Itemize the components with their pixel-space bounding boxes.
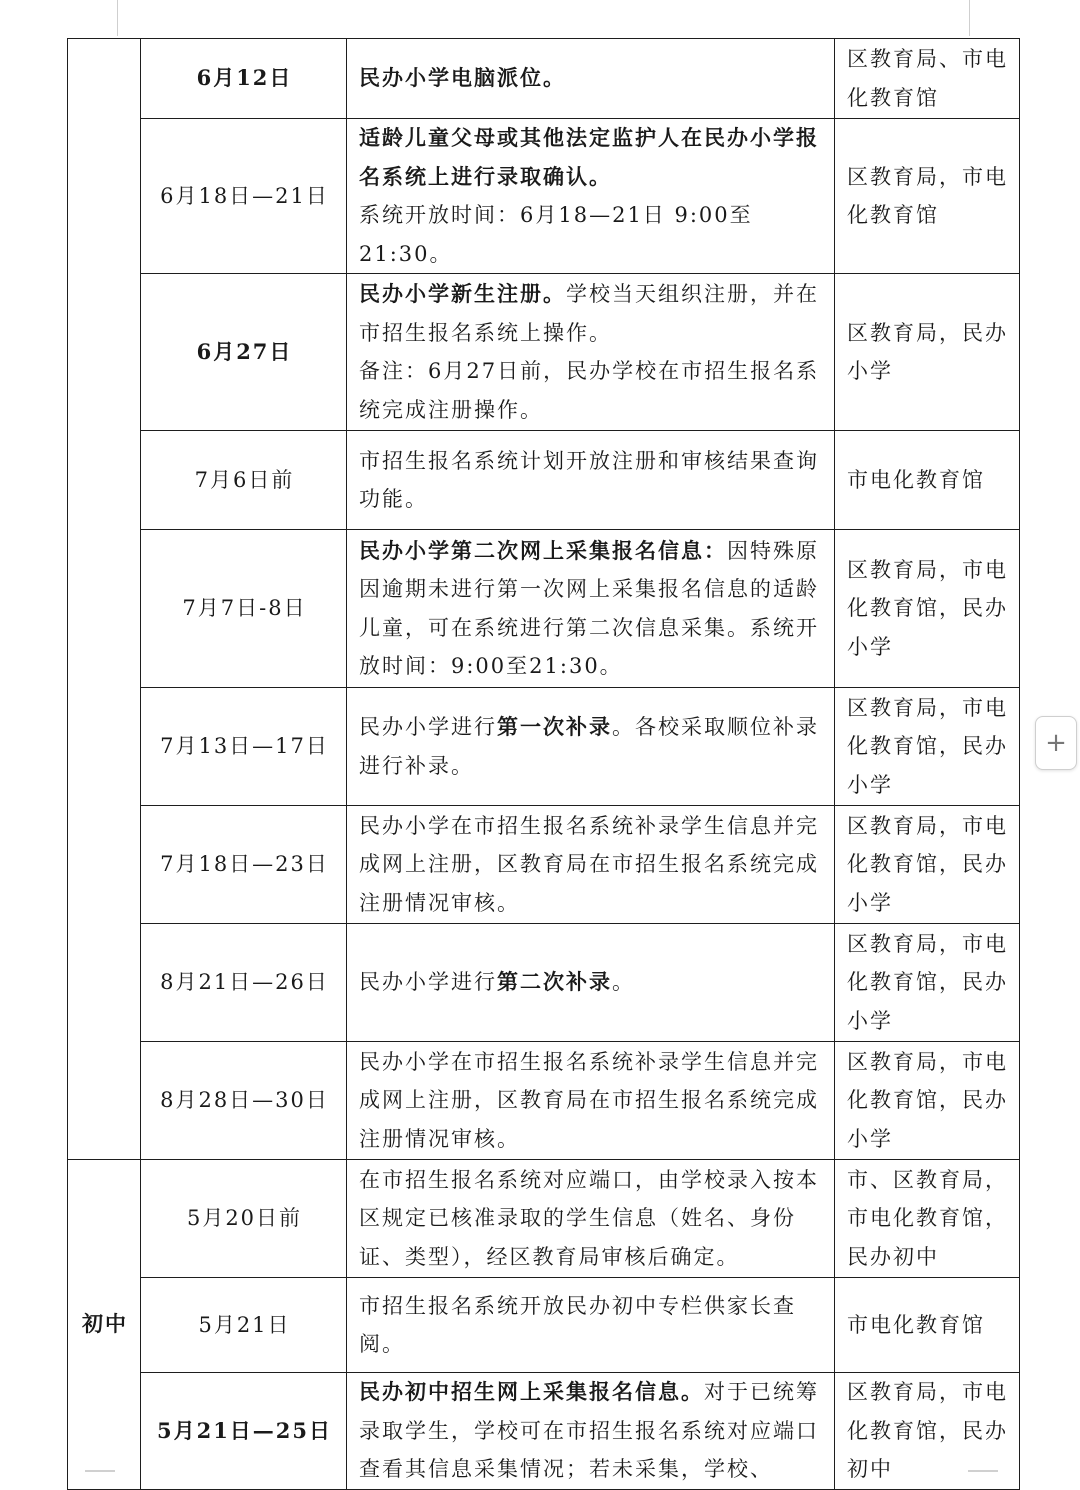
content-bold-text: 第一次补录 [497,714,612,739]
dept-cell: 区教育局，市电化教育馆，民办小学 [835,924,1020,1042]
content-text: 市招生报名系统开放民办初中专栏供家长查阅。 [359,1293,796,1356]
content-cell [347,274,835,431]
date-cell: 7月13日—17日 [141,688,347,806]
content-cell [347,1278,835,1373]
dept-cell: 区教育局，市电化教育馆 [835,119,1020,274]
dept-cell: 区教育局，市电化教育馆，民办小学 [835,688,1020,806]
content-text: 备注：6月27日前，民办学校在市招生报名系统完成注册操作。 [359,359,820,422]
content-cell [347,39,835,119]
table-row [68,1042,1020,1160]
content-cell [347,1042,835,1160]
content-text: 学校当天组织注册，并在市招生报名系统上操作。 [359,282,819,345]
content-text: 民办小学进行 [359,715,497,739]
dept-cell: 区教育局、市电化教育馆 [835,39,1020,119]
content-text: 。 [612,970,635,995]
table-row [68,39,1020,119]
table-row [68,806,1020,924]
content-bold-text: 民办初中招生网上采集报名信息。 [359,1379,704,1404]
content-bold-text: 适龄儿童父母或其他法定监护人在民办小学报名系统上进行录取确认。 [359,125,819,189]
table-row [68,530,1020,688]
table-row [68,924,1020,1042]
content-cell [347,688,835,806]
content-text: 因特殊原因逾期未进行第一次网上采集报名信息的适龄儿童，可在系统进行第二次信息采集。系统开放时间：9:00至21:30。 [359,538,819,678]
table-row [68,1160,1020,1278]
content-cell [347,530,835,688]
date-cell: 7月7日-8日 [141,530,347,688]
table-row [68,431,1020,530]
content-cell [347,1373,835,1490]
content-text: 民办小学在市招生报名系统补录学生信息并完成网上注册，区教育局在市招生报名系统完成注册情况审核。 [359,1049,819,1151]
page-guide-left [117,0,118,36]
dept-cell: 市电化教育馆 [835,1278,1020,1373]
content-bold-text: 民办小学第二次网上采集报名信息： [359,537,727,563]
plus-icon: + [1045,728,1067,758]
date-cell: 6月12日 [141,39,347,119]
content-text: 。各校采取顺位补录进行补录。 [359,715,819,778]
content-text: 系统开放时间：6月18—21日 9:00至21:30。 [359,203,753,266]
content-text: 民办小学进行 [359,970,497,995]
content-cell [347,1160,835,1278]
dept-cell: 区教育局，市电化教育馆，民办初中 [835,1373,1020,1490]
table-row [68,119,1020,274]
dept-cell: 区教育局，市电化教育馆，民办小学 [835,1042,1020,1160]
schedule-table [67,38,1020,1490]
date-cell: 7月6日前 [141,431,347,530]
table-row [68,688,1020,806]
content-text: 市招生报名系统计划开放注册和审核结果查询功能。 [359,448,819,511]
date-cell: 6月27日 [141,274,347,431]
dept-cell: 区教育局，市电化教育馆，民办小学 [835,530,1020,688]
date-cell: 5月21日—25日 [141,1373,347,1490]
date-cell: 8月28日—30日 [141,1042,347,1160]
page-guide-right [969,0,970,36]
dept-cell: 区教育局，市电化教育馆，民办小学 [835,806,1020,924]
content-bold-text: 民办小学新生注册。 [359,281,566,306]
content-cell [347,806,835,924]
content-cell [347,431,835,530]
dept-cell: 市、区教育局，市电化教育馆，民办初中 [835,1160,1020,1278]
date-cell: 6月18日—21日 [141,119,347,274]
add-button[interactable] [1035,716,1077,770]
date-cell: 5月20日前 [141,1160,347,1278]
table-row [68,274,1020,431]
content-cell [347,924,835,1042]
stage-cell-junior: 初中 [68,1160,141,1490]
table-row [68,1278,1020,1373]
dept-cell: 市电化教育馆 [835,431,1020,530]
content-text: 对于已统筹录取学生，学校可在市招生报名系统对应端口查看其信息采集情况；若未采集，学校、 [359,1380,819,1481]
content-bold-text: 第二次补录 [497,969,612,995]
content-bold-text: 民办小学电脑派位。 [359,65,566,91]
content-cell [347,119,835,274]
table-row [68,1373,1020,1490]
date-cell: 7月18日—23日 [141,806,347,924]
dept-cell: 区教育局，民办小学 [835,274,1020,431]
date-cell: 8月21日—26日 [141,924,347,1042]
stage-cell-primary [68,39,141,1160]
date-cell: 5月21日 [141,1278,347,1373]
content-text: 在市招生报名系统对应端口，由学校录入按本区规定已核准录取的学生信息（姓名、身份证、类型），经区教育局审核后确定。 [359,1167,819,1269]
content-text: 民办小学在市招生报名系统补录学生信息并完成网上注册，区教育局在市招生报名系统完成注册情况审核。 [359,813,819,915]
